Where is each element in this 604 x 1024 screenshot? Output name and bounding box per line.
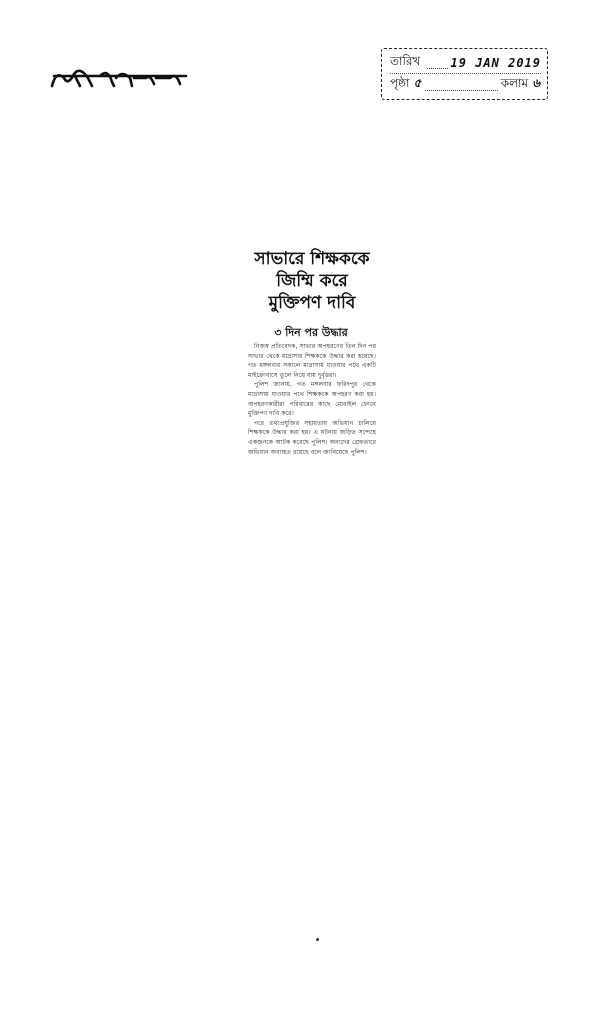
stamp-page-row <box>390 75 541 95</box>
article-paragraph: পরে তথ্যপ্রযুক্তির সহায়তায় অভিযান চালিয়ে শিক্ষককে উদ্ধার করা হয়। এ ঘটনায় জড়িত সন্দেহে একজনকে আটক করেছে পুলিশ। অন্যদের গ্রেফতারে অভিযান অব্যাহত রয়েছে বলে জানিয়েছে পুলিশ। <box>248 419 376 456</box>
article-body <box>248 342 376 624</box>
article-paragraph: পুলিশ জানায়, গত মঙ্গলবার ফরিদপুর থেকে মাদ্রাসায় যাওয়ার পথে শিক্ষককে অপহরণ করা হয়। অপহরণকারীরা পরিবারের কাছে মোবাইল ফোনে মুক্তিপণ দাবি করে। <box>248 381 376 418</box>
stamp-column-label: কলাম <box>500 76 529 90</box>
headline-line: মুক্তিপণ দাবি <box>268 293 356 313</box>
stamp-date-label: তারিখ <box>390 54 421 68</box>
stamp-page-label: পৃষ্ঠা <box>390 76 410 90</box>
stamp-date-value: 19 JAN 2019 <box>450 56 541 70</box>
scan-speck <box>316 938 319 941</box>
headline-line: জিম্মি করে <box>276 271 348 291</box>
article-headline <box>246 248 378 314</box>
news-clipping <box>246 248 378 626</box>
article-paragraph: নিজস্ব প্রতিবেদক, সাভার অপহরণের তিন দিন পর সাভার থেকে মাদ্রাসার শিক্ষককে উদ্ধার করা হয়েছে। গত মঙ্গলবার সকালে মাদ্রাসায় যাওয়ার পথে একটি মাইক্রোবাসে তুলে নিয়ে যায় দুর্বৃত্তরা। <box>248 343 376 379</box>
stamp-column-value: ৬ <box>532 76 541 90</box>
headline-line: সাভারে শিক্ষককে <box>254 249 370 269</box>
masthead-logo <box>50 56 190 96</box>
stamp-date-row <box>390 53 541 74</box>
newspaper-masthead <box>50 56 190 96</box>
article-subheadline: ৩ দিন পর উদ্ধার <box>274 326 348 339</box>
clipping-stamp <box>381 48 548 100</box>
stamp-page-value: ৫ <box>413 76 423 90</box>
